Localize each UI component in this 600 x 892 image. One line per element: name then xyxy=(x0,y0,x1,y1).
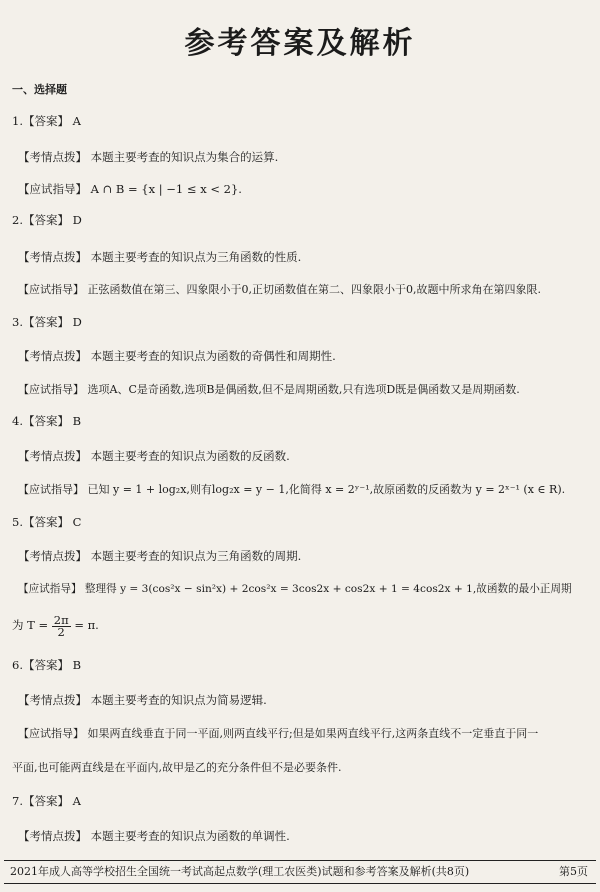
q5-period-fraction xyxy=(52,612,71,639)
q7-point: 【考情点拨】 本题主要考查的知识点为函数的单调性. xyxy=(18,829,290,843)
q2-guide: 【应试指导】 正弦函数值在第三、四象限小于0,正切函数值在第二、四象限小于0,故题中所求角在第四象限. xyxy=(18,283,541,296)
q2-answer: 2.【答案】 D xyxy=(12,213,82,227)
q1-guide: 【应试指导】 A ∩ B = {x | −1 ≤ x < 2}. xyxy=(18,182,242,196)
q3-answer: 3.【答案】 D xyxy=(12,315,82,329)
section-heading: 一、选择题 xyxy=(12,83,67,96)
q4-guide: 【应试指导】 已知 y = 1 + log₂x,则有log₂x = y − 1,化简得 x = 2ʸ⁻¹,故原函数的反函数为 y = 2ˣ⁻¹ (x ∈ R). xyxy=(18,483,566,496)
q1-answer: 1.【答案】 A xyxy=(12,114,81,128)
page-number: 第5页 xyxy=(559,865,588,878)
q5-period-suffix: = π. xyxy=(74,618,99,632)
q6-answer: 6.【答案】 B xyxy=(12,658,82,672)
q5-point: 【考情点拨】 本题主要考查的知识点为三角函数的周期. xyxy=(18,549,302,563)
fraction-denominator: 2 xyxy=(57,624,65,639)
q4-point: 【考情点拨】 本题主要考查的知识点为函数的反函数. xyxy=(18,449,290,463)
q5-period-prefix: 为 T = xyxy=(12,618,49,632)
q7-answer: 7.【答案】 A xyxy=(12,794,81,808)
page-title: 参考答案及解析 xyxy=(184,26,416,61)
page-footer xyxy=(4,860,596,884)
q4-answer: 4.【答案】 B xyxy=(12,414,82,428)
q1-point: 【考情点拨】 本题主要考查的知识点为集合的运算. xyxy=(18,150,279,164)
fraction-numerator: 2π xyxy=(53,612,69,627)
q5-guide-continued xyxy=(12,612,592,638)
q5-guide: 【应试指导】 整理得 y = 3(cos²x − sin²x) + 2cos²x = 3cos2x + cos2x + 1 = 4cos2x + 1,故函数的最小正周期 xyxy=(18,583,572,595)
q6-point: 【考情点拨】 本题主要考查的知识点为简易逻辑. xyxy=(18,693,267,707)
q5-answer: 5.【答案】 C xyxy=(12,515,82,529)
q3-guide: 【应试指导】 选项A、C是奇函数,选项B是偶函数,但不是周期函数,只有选项D既是偶函数又是周期函数. xyxy=(18,383,520,396)
footer-text: 2021年成人高等学校招生全国统一考试高起点数学(理工农医类)试题和参考答案及解析(共8页) xyxy=(10,865,470,878)
q3-point: 【考情点拨】 本题主要考查的知识点为函数的奇偶性和周期性. xyxy=(18,349,336,363)
q6-guide: 【应试指导】 如果两直线垂直于同一平面,则两直线平行;但是如果两直线平行,这两条直线不一定垂直于同一 xyxy=(18,727,539,740)
q2-point: 【考情点拨】 本题主要考查的知识点为三角函数的性质. xyxy=(18,250,302,264)
q6-guide-continued: 平面,也可能两直线是在平面内,故甲是乙的充分条件但不是必要条件. xyxy=(12,761,342,774)
